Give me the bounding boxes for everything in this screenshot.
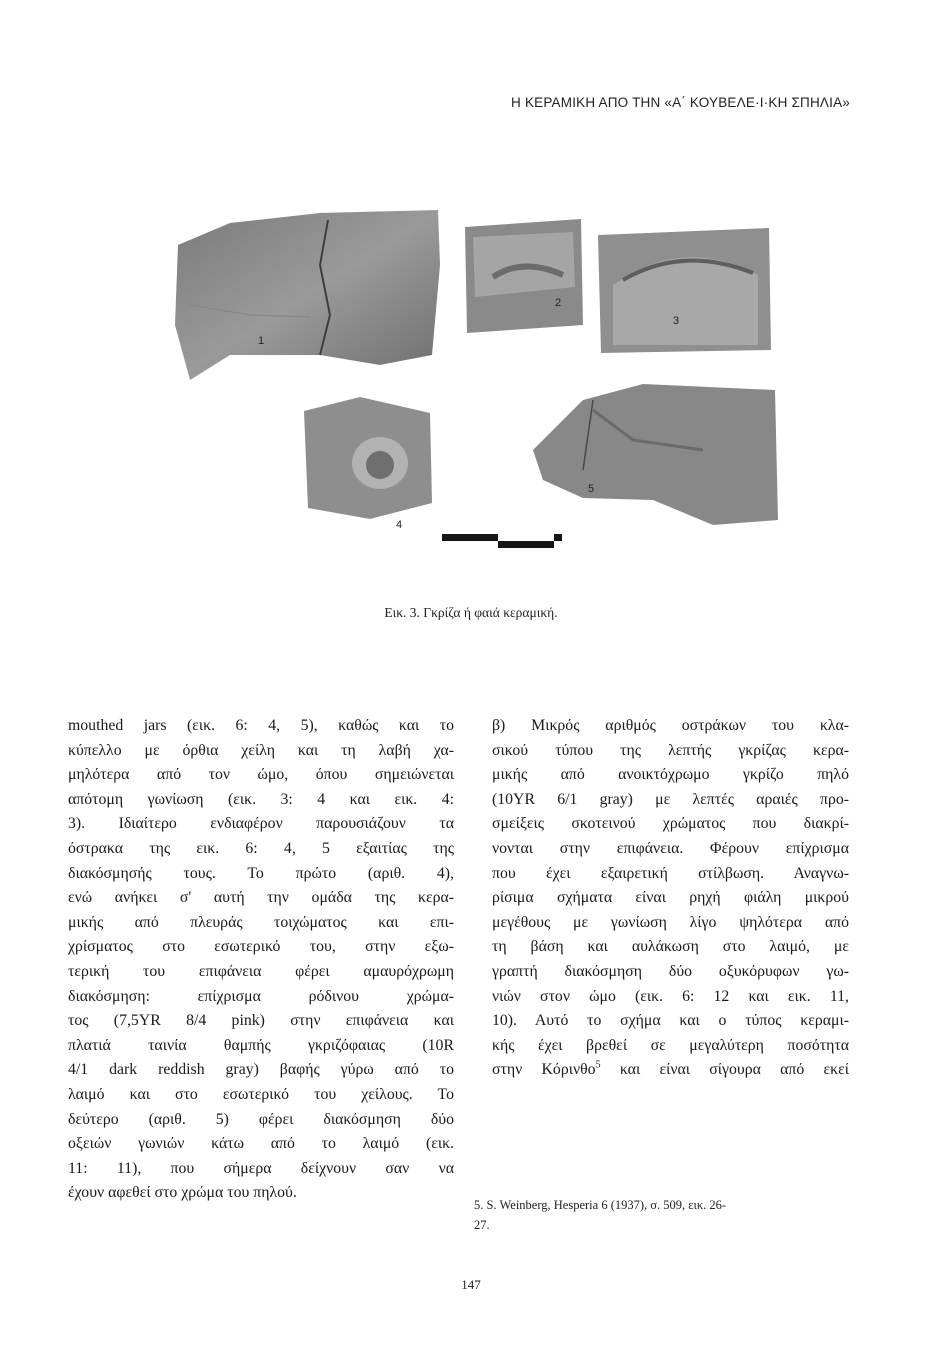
text-line: 10). Αυτό το σχήμα και ο τύπος κεραμι- xyxy=(492,1012,849,1030)
text-line: τη βάση και αυλάκωση στο λαιμό, με xyxy=(492,938,849,956)
text-line: λαιμό και στο εσωτερικό του χείλους. Το xyxy=(68,1085,454,1103)
footnote-reference: 5 xyxy=(595,1060,601,1072)
text-line: μηλότερα από τον ώμο, όπου σημειώνεται xyxy=(68,766,454,784)
text-line xyxy=(492,1058,849,1083)
text-line: β) Μικρός αριθμός οστράκων του κλα- xyxy=(492,717,849,734)
figure-label-3: 3 xyxy=(673,315,680,327)
text-line: 3). Ιδιαίτερο ενδιαφέρον παρουσιάζουν τα xyxy=(68,815,454,833)
text-line: ενώ ανήκει σ' αυτή την ομάδα της κερα- xyxy=(68,889,454,907)
text-line: μικής από πλευράς τοιχώματος και επι- xyxy=(68,913,454,931)
text-line: διακόσμηση: επίχρισμα ρόδινου χρώμα- xyxy=(68,987,454,1005)
text-line: πλατιά ταινία θαμπής γκριζόφαιας (10R xyxy=(68,1036,454,1054)
sherd-photo-2 xyxy=(463,217,585,335)
text-column-left xyxy=(68,714,454,1206)
footnote-line: 5. S. Weinberg, Hesperia 6 (1937), σ. 509, εικ. 26- xyxy=(474,1198,727,1212)
text-fragment: στην Κόρινθο xyxy=(492,1061,596,1079)
sherd-photo-1 xyxy=(170,205,445,385)
text-line: διακόσμησής τους. Το πρώτο (αριθ. 4), xyxy=(68,864,454,882)
text-line: (10YR 6/1 gray) με λεπτές αραιές προ- xyxy=(492,790,849,808)
text-line: τερική του επιφάνεια φέρει αμαυρόχρωμη xyxy=(68,962,454,980)
text-column-right xyxy=(492,714,849,1083)
text-line: νιών στον ώμο (εικ. 6: 12 και εικ. 11, xyxy=(492,987,849,1005)
text-line: χρίσματος στο εσωτερικό του, στην εξω- xyxy=(68,938,454,956)
text-line: όστρακα της εικ. 6: 4, 5 εξαιτίας της xyxy=(68,839,454,857)
text-line: mouthed jars (εικ. 6: 4, 5), καθώς και το xyxy=(68,717,454,734)
figure-label-1: 1 xyxy=(258,335,265,347)
text-fragment: και είναι σίγουρα από εκεί xyxy=(619,1061,850,1079)
scale-bar xyxy=(442,530,567,552)
text-line: που έχει εξαιρετική στίλβωση. Αναγνω- xyxy=(492,864,849,882)
text-line: σμείξεις σκοτεινού χρώματος που διακρί- xyxy=(492,815,849,833)
figure-caption: Εικ. 3. Γκρίζα ή φαιά κεραμική. xyxy=(384,605,558,620)
sherd-photo-3 xyxy=(593,225,773,360)
figure-plate xyxy=(170,205,790,585)
figure-label-2: 2 xyxy=(555,297,562,309)
text-line: μεγέθους με γωνίωση λίγο ψηλότερα από xyxy=(492,913,849,931)
text-line: ρίσιμα σχήματα είναι ρηχή φιάλη μικρού xyxy=(492,889,849,907)
text-line: μικής από ανοικτόχρωμο γκρίζο πηλό xyxy=(492,766,849,784)
text-line: κής έχει βρεθεί σε μεγαλύτερη ποσότητα xyxy=(492,1036,849,1054)
figure-label-4: 4 xyxy=(396,519,403,531)
sherd-photo-5 xyxy=(523,380,783,530)
figure-label-5: 5 xyxy=(588,483,595,495)
text-line: τος (7,5YR 8/4 pink) στην επιφάνεια και xyxy=(68,1012,454,1030)
sherd-photo-4 xyxy=(300,393,435,523)
text-line: δεύτερο (αριθ. 5) φέρει διακόσμηση δύο xyxy=(68,1110,454,1128)
text-line: κύπελλο με όρθια χείλη και τη λαβή χα- xyxy=(68,741,454,759)
text-line: γραπτή διακόσμηση δύο οξυκόρυφων γω- xyxy=(492,962,849,980)
running-header: Η ΚΕΡΑΜΙΚΗ ΑΠΟ ΤΗΝ «Α΄ ΚΟΥΒΕΛΕ·Ι·ΚΗ ΣΠΗΛΙΑ» xyxy=(511,95,850,110)
footnote-line: 27. xyxy=(474,1218,490,1232)
text-line: οξειών γωνιών κάτω από το λαιμό (εικ. xyxy=(68,1135,454,1153)
text-line: 4/1 dark reddish gray) βαφής γύρω από το xyxy=(68,1061,454,1079)
text-line: έχουν αφεθεί στο χρώμα του πηλού. xyxy=(68,1184,297,1202)
page-number: 147 xyxy=(461,1277,481,1292)
footnote xyxy=(474,1195,850,1235)
text-line: 11: 11), που σήμερα δείχνουν σαν να xyxy=(68,1159,454,1177)
text-line: απότομη γωνίωση (εικ. 3: 4 και εικ. 4: xyxy=(68,790,454,808)
text-line: νονται στην επιφάνεια. Φέρουν επίχρισμα xyxy=(492,839,849,857)
text-line: σικού τύπου της λεπτής γκρίζας κερα- xyxy=(492,741,849,759)
